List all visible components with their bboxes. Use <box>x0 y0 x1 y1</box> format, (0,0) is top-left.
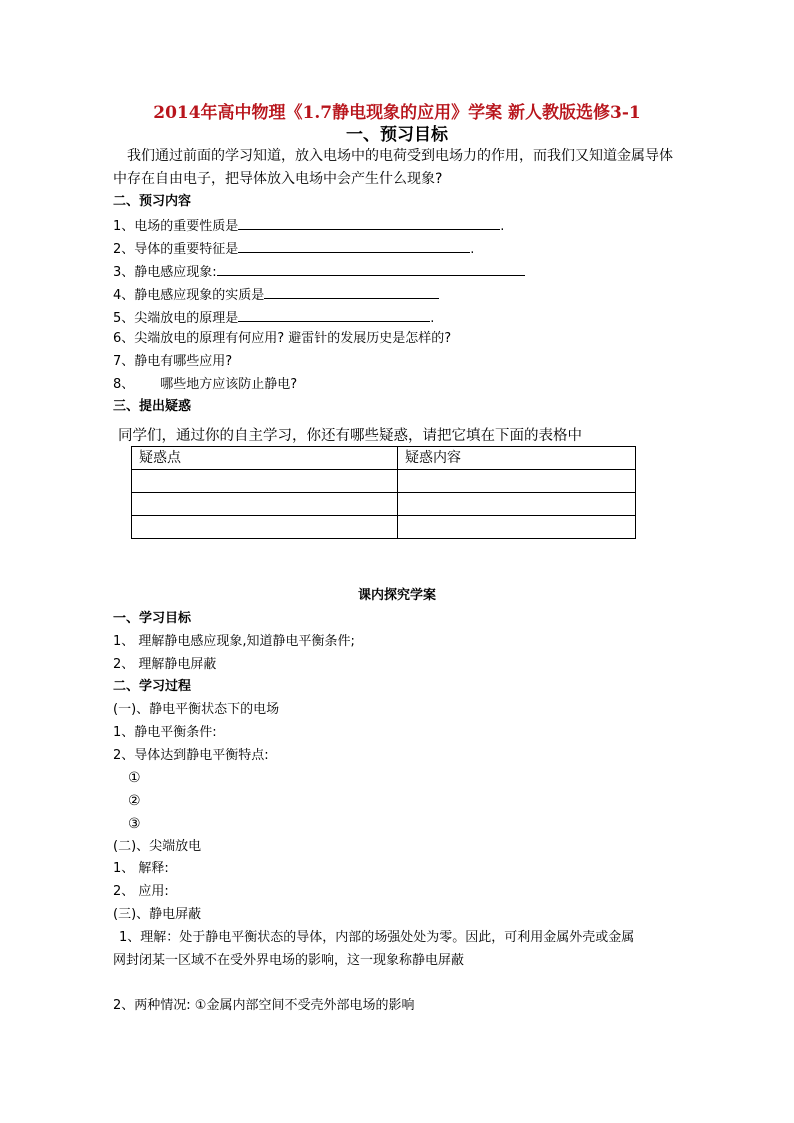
table-cell[interactable] <box>398 470 636 493</box>
table-row <box>132 493 636 516</box>
doubts-instruction: 同学们，通过你的自主学习，你还有哪些疑惑，请把它填在下面的表格中 <box>118 428 582 444</box>
section-heading-learning-process: 二、学习过程 <box>113 679 192 694</box>
intro-line-2: 中存在自由电子，把导体放入电场中会产生什么现象? <box>113 171 443 187</box>
table-cell[interactable] <box>398 516 636 539</box>
preview-item-7: 7、静电有哪些应用? <box>113 354 233 369</box>
table-header-row <box>132 447 636 470</box>
preview-item-end: . <box>500 219 505 234</box>
preview-item-label: 5、尖端放电的原理是 <box>113 311 239 326</box>
answer-blank[interactable] <box>238 308 430 322</box>
learning-goal-1: 1、 理解静电感应现象,知道静电平衡条件; <box>113 634 355 649</box>
subsection-heading-equilibrium-field: (一)、静电平衡状态下的电场 <box>113 702 280 717</box>
document-title: 2014年高中物理《1.7静电现象的应用》学案 新人教版选修3-1 <box>153 103 641 123</box>
column-header-doubt-point: 疑惑点 <box>132 447 398 470</box>
preview-item-label: 2、导体的重要特征是 <box>113 242 239 257</box>
preview-item-3 <box>113 262 525 281</box>
preview-item-2 <box>113 239 474 258</box>
section-heading-preview-content: 二、预习内容 <box>113 194 192 209</box>
preview-item-label: 8、 <box>113 377 135 392</box>
inclass-title: 课内探究学案 <box>357 588 436 603</box>
preview-item-5 <box>113 308 434 327</box>
equilibrium-item-2: 2、导体达到静电平衡特点: <box>113 748 269 763</box>
point-discharge-item-1: 1、 解释: <box>113 861 169 876</box>
feature-mark-2: ② <box>128 793 141 809</box>
preview-item-label: 3、静电感应现象: <box>113 265 217 280</box>
preview-item-label: 1、电场的重要性质是 <box>113 219 239 234</box>
section-heading-learning-goals: 一、学习目标 <box>113 611 192 626</box>
preview-item-end: . <box>430 311 435 326</box>
equilibrium-item-1: 1、静电平衡条件: <box>113 725 217 740</box>
answer-blank[interactable] <box>238 239 470 253</box>
preview-item-8 <box>113 377 297 393</box>
subsection-heading-shielding: (三)、静电屏蔽 <box>113 907 202 922</box>
table-cell[interactable] <box>132 493 398 516</box>
section-heading-preview-goals: 一、预习目标 <box>346 125 448 145</box>
column-header-doubt-content: 疑惑内容 <box>398 447 636 470</box>
table-row <box>132 516 636 539</box>
intro-line-1: 我们通过前面的学习知道，放入电场中的电荷受到电场力的作用，而我们又知道金属导体 <box>127 148 673 164</box>
section-heading-doubts: 三、提出疑惑 <box>113 399 192 414</box>
point-discharge-item-2: 2、 应用: <box>113 884 169 899</box>
shielding-text-line-3: 2、两种情况: ①金属内部空间不受壳外部电场的影响 <box>113 998 415 1013</box>
feature-mark-3: ③ <box>128 816 141 832</box>
feature-mark-1: ① <box>128 770 141 786</box>
answer-blank[interactable] <box>238 216 500 230</box>
preview-item-6: 6、尖端放电的原理有何应用? 避雷针的发展历史是怎样的? <box>113 331 452 346</box>
table-cell[interactable] <box>132 516 398 539</box>
table-cell[interactable] <box>132 470 398 493</box>
table-cell[interactable] <box>398 493 636 516</box>
preview-item-text: 哪些地方应该防止静电? <box>160 377 298 392</box>
preview-item-end: . <box>470 242 475 257</box>
subsection-heading-point-discharge: (二)、尖端放电 <box>113 839 202 854</box>
doubts-table <box>131 446 636 539</box>
preview-item-4 <box>113 285 439 304</box>
answer-blank[interactable] <box>217 262 525 276</box>
shielding-text-line-1: 1、理解：处于静电平衡状态的导体，内部的场强处处为零。因此，可利用金属外壳或金属 <box>119 930 635 945</box>
preview-item-label: 4、静电感应现象的实质是 <box>113 288 265 303</box>
shielding-text-line-2: 网封闭某一区域不在受外界电场的影响，这一现象称静电屏蔽 <box>113 953 465 968</box>
table-row <box>132 470 636 493</box>
learning-goal-2: 2、 理解静电屏蔽 <box>113 657 217 672</box>
preview-item-1 <box>113 216 504 235</box>
answer-blank[interactable] <box>264 285 439 299</box>
